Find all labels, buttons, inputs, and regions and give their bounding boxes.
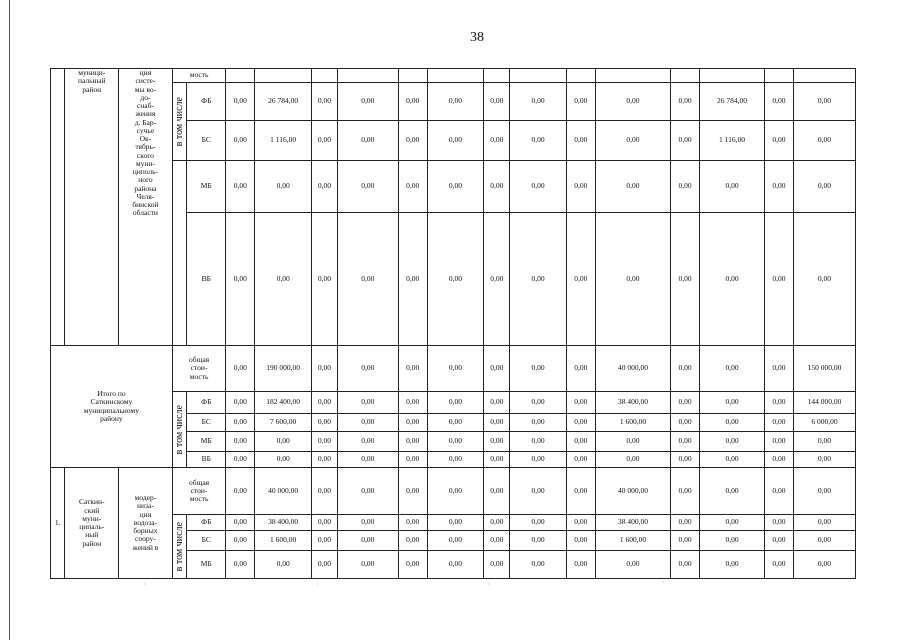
value-cell: 0,00 — [398, 468, 427, 515]
value-cell: 0,00 — [595, 551, 670, 579]
value-cell: 0,00 — [510, 515, 567, 531]
text-line: ция — [139, 509, 152, 519]
value-cell: 0,00 — [700, 213, 765, 346]
value-cell: 0,00 — [484, 551, 510, 579]
text-line: район — [82, 538, 102, 548]
scan-mark: · — [316, 580, 319, 589]
value-cell: 0,00 — [312, 414, 338, 432]
value-cell: 0,00 — [226, 432, 255, 452]
value-cell: 0,00 — [671, 414, 700, 432]
value-cell: 0,00 — [510, 346, 567, 392]
empty-cell — [172, 161, 186, 346]
value-cell: 144 000,00 — [793, 392, 855, 414]
value-cell: 0,00 — [398, 392, 427, 414]
value-cell: 0,00 — [765, 83, 794, 121]
value-cell: 0,00 — [398, 83, 427, 121]
value-cell: 0,00 — [226, 83, 255, 121]
action-cell — [119, 69, 173, 346]
funding-source-label: МБ — [187, 161, 226, 213]
value-cell: 0,00 — [793, 551, 855, 579]
value-cell: 0,00 — [765, 515, 794, 531]
in-total-label-cell — [172, 83, 186, 161]
value-cell: 0,00 — [255, 452, 312, 468]
value-cell: 0,00 — [671, 83, 700, 121]
value-cell: 0,00 — [510, 83, 567, 121]
text-line: борных — [133, 526, 158, 536]
value-cell: 38 400,00 — [595, 392, 670, 414]
value-cell: 0,00 — [700, 392, 765, 414]
text-line: мость — [189, 494, 209, 504]
value-cell: 0,00 — [337, 346, 398, 392]
value-cell: 0,00 — [226, 346, 255, 392]
value-cell: 0,00 — [427, 432, 484, 452]
text-line: муни- — [82, 513, 102, 523]
text-line: соору- — [135, 534, 156, 544]
value-cell: 0,00 — [312, 452, 338, 468]
value-cell: 0,00 — [566, 551, 595, 579]
value-cell: 182 400,00 — [255, 392, 312, 414]
value-cell: 0,00 — [700, 346, 765, 392]
text-line: муни- — [135, 158, 155, 168]
page-number: 38 — [470, 30, 484, 45]
municipality-cell — [65, 69, 119, 346]
value-cell: 0,00 — [312, 515, 338, 531]
funding-source-label: БС — [187, 531, 226, 551]
value-cell: 0,00 — [255, 432, 312, 452]
municipality-cell — [65, 468, 119, 579]
row-number-cell: 1. — [51, 468, 65, 579]
text-line: сучье — [136, 125, 155, 135]
text-line: области — [132, 208, 158, 218]
text-line: снаб- — [136, 101, 154, 110]
value-cell — [337, 69, 398, 83]
text-line: муниципальному — [83, 405, 139, 415]
budget-table — [50, 68, 856, 579]
value-cell: 0,00 — [312, 83, 338, 121]
action-cell — [119, 468, 173, 579]
value-cell: 0,00 — [312, 468, 338, 515]
value-cell: 0,00 — [312, 213, 338, 346]
value-cell: 40 000,00 — [595, 468, 670, 515]
value-cell: 1 116,00 — [700, 121, 765, 161]
value-cell: 0,00 — [510, 392, 567, 414]
value-cell: 0,00 — [337, 468, 398, 515]
value-cell — [793, 69, 855, 83]
text-line: циполь- — [132, 167, 159, 176]
value-cell: 0,00 — [337, 392, 398, 414]
value-cell: 0,00 — [484, 161, 510, 213]
value-cell: 0,00 — [765, 213, 794, 346]
text-line: стои- — [190, 363, 208, 373]
text-line: Итого по — [97, 389, 126, 398]
funding-source-label: БС — [187, 121, 226, 161]
value-cell: 0,00 — [671, 161, 700, 213]
text-line: муници- — [78, 68, 106, 77]
funding-source-label: БС — [187, 414, 226, 432]
value-cell: 0,00 — [700, 551, 765, 579]
value-cell — [510, 69, 567, 83]
value-cell: 0,00 — [566, 161, 595, 213]
value-cell: 0,00 — [255, 213, 312, 346]
value-cell: 0,00 — [312, 551, 338, 579]
scan-mark: · — [662, 578, 665, 587]
value-cell: 0,00 — [765, 531, 794, 551]
total-cost-label — [172, 468, 226, 515]
value-cell: 0,00 — [226, 392, 255, 414]
text-line: ципаль- — [79, 522, 105, 531]
scan-mark: · — [487, 580, 490, 589]
value-cell: 0,00 — [566, 392, 595, 414]
vertical-label: в том числе — [173, 521, 185, 572]
text-line: Саткинскому — [90, 397, 133, 407]
value-cell: 0,00 — [427, 468, 484, 515]
value-cell — [765, 69, 794, 83]
value-cell: 0,00 — [671, 551, 700, 579]
text-line: ского — [136, 150, 154, 160]
value-cell: 0,00 — [398, 551, 427, 579]
text-line: ного — [138, 175, 153, 185]
text-line: Челя- — [136, 191, 155, 201]
value-cell: 0,00 — [427, 452, 484, 468]
value-cell: 0,00 — [484, 452, 510, 468]
value-cell: 0,00 — [700, 452, 765, 468]
value-cell: 0,00 — [427, 161, 484, 213]
value-cell: 0,00 — [484, 83, 510, 121]
value-cell: 0,00 — [595, 83, 670, 121]
value-cell: 0,00 — [484, 121, 510, 161]
value-cell: 0,00 — [566, 531, 595, 551]
value-cell — [566, 69, 595, 83]
value-cell: 0,00 — [484, 346, 510, 392]
value-cell: 0,00 — [793, 468, 855, 515]
row-number-cell — [51, 69, 65, 346]
text-line: общая — [189, 355, 210, 365]
value-cell: 0,00 — [427, 83, 484, 121]
value-cell: 0,00 — [566, 346, 595, 392]
value-cell: 0,00 — [671, 346, 700, 392]
value-cell: 0,00 — [312, 392, 338, 414]
value-cell: 0,00 — [566, 414, 595, 432]
value-cell: 0,00 — [595, 452, 670, 468]
in-total-label-cell — [172, 392, 186, 468]
value-cell: 0,00 — [484, 414, 510, 432]
text-line: д. Бар- — [134, 117, 157, 127]
value-cell: 0,00 — [337, 161, 398, 213]
value-cell: 0,00 — [427, 213, 484, 346]
value-cell: 0,00 — [510, 531, 567, 551]
value-cell — [671, 69, 700, 83]
value-cell: 0,00 — [566, 213, 595, 346]
value-cell: 0,00 — [793, 515, 855, 531]
value-cell: 0,00 — [671, 531, 700, 551]
text-line: систе- — [135, 76, 156, 86]
value-cell: 0,00 — [255, 161, 312, 213]
value-cell: 26 784,00 — [255, 83, 312, 121]
text-line: району — [100, 413, 123, 423]
value-cell: 0,00 — [700, 161, 765, 213]
value-cell: 0,00 — [793, 161, 855, 213]
value-cell: 0,00 — [398, 346, 427, 392]
funding-source-label: мость — [172, 69, 226, 83]
value-cell: 0,00 — [566, 83, 595, 121]
text-line: стои- — [190, 485, 208, 495]
funding-source-label: ФБ — [187, 392, 226, 414]
value-cell: 0,00 — [793, 432, 855, 452]
value-cell: 0,00 — [765, 551, 794, 579]
value-cell: 0,00 — [595, 213, 670, 346]
value-cell: 0,00 — [671, 213, 700, 346]
value-cell: 0,00 — [337, 83, 398, 121]
value-cell — [427, 69, 484, 83]
value-cell: 0,00 — [700, 515, 765, 531]
value-cell: 0,00 — [510, 213, 567, 346]
value-cell: 0,00 — [226, 121, 255, 161]
value-cell: 0,00 — [398, 213, 427, 346]
text-line: бинской — [132, 200, 159, 209]
value-cell: 0,00 — [427, 346, 484, 392]
value-cell: 0,00 — [337, 414, 398, 432]
value-cell: 0,00 — [427, 121, 484, 161]
text-line: тябрь- — [135, 142, 156, 152]
value-cell — [226, 69, 255, 83]
value-cell: 0,00 — [671, 432, 700, 452]
value-cell — [484, 69, 510, 83]
value-cell: 38 400,00 — [595, 515, 670, 531]
value-cell: 6 000,00 — [793, 414, 855, 432]
value-cell: 0,00 — [566, 468, 595, 515]
value-cell: 0,00 — [510, 161, 567, 213]
value-cell: 40 000,00 — [595, 346, 670, 392]
value-cell: 150 000,00 — [793, 346, 855, 392]
value-cell: 0,00 — [312, 531, 338, 551]
funding-source-label: ФБ — [187, 83, 226, 121]
value-cell: 0,00 — [337, 121, 398, 161]
value-cell: 0,00 — [510, 414, 567, 432]
value-cell: 0,00 — [671, 515, 700, 531]
value-cell: 0,00 — [510, 452, 567, 468]
value-cell: 0,00 — [226, 515, 255, 531]
value-cell: 0,00 — [337, 432, 398, 452]
value-cell: 0,00 — [484, 515, 510, 531]
vertical-label: в том числе — [173, 404, 185, 455]
value-cell: 0,00 — [765, 121, 794, 161]
value-cell — [312, 69, 338, 83]
value-cell: 0,00 — [700, 468, 765, 515]
value-cell: 0,00 — [337, 213, 398, 346]
text-line: до- — [140, 92, 151, 102]
value-cell: 0,00 — [765, 432, 794, 452]
funding-source-label: ФБ — [187, 515, 226, 531]
value-cell: 0,00 — [700, 531, 765, 551]
value-cell: 0,00 — [671, 121, 700, 161]
value-cell: 0,00 — [765, 468, 794, 515]
value-cell: 0,00 — [595, 161, 670, 213]
page-left-border — [9, 0, 10, 640]
value-cell: 0,00 — [793, 531, 855, 551]
text-line: ный — [85, 530, 99, 540]
text-line: жения — [135, 109, 156, 119]
value-cell: 0,00 — [566, 432, 595, 452]
value-cell: 0,00 — [484, 432, 510, 452]
funding-source-label: МБ — [187, 432, 226, 452]
value-cell: 0,00 — [398, 515, 427, 531]
value-cell: 0,00 — [671, 392, 700, 414]
value-cell: 0,00 — [312, 121, 338, 161]
value-cell: 0,00 — [484, 392, 510, 414]
funding-source-label: ВБ — [187, 452, 226, 468]
value-cell: 0,00 — [337, 551, 398, 579]
vertical-label: в том числе — [173, 96, 185, 147]
value-cell: 0,00 — [226, 213, 255, 346]
value-cell — [398, 69, 427, 83]
value-cell: 0,00 — [226, 551, 255, 579]
value-cell — [595, 69, 670, 83]
value-cell: 0,00 — [398, 531, 427, 551]
value-cell: 26 784,00 — [700, 83, 765, 121]
text-line: пальный — [77, 76, 106, 86]
value-cell: 0,00 — [427, 531, 484, 551]
text-line: мость — [189, 371, 209, 381]
text-line: район — [82, 84, 102, 94]
value-cell — [255, 69, 312, 83]
total-cost-label — [172, 346, 226, 392]
value-cell: 1 116,00 — [255, 121, 312, 161]
table-row — [51, 69, 856, 83]
value-cell: 0,00 — [566, 452, 595, 468]
value-cell: 0,00 — [793, 83, 855, 121]
value-cell: 0,00 — [398, 432, 427, 452]
value-cell: 0,00 — [312, 346, 338, 392]
value-cell: 0,00 — [337, 515, 398, 531]
value-cell: 0,00 — [484, 213, 510, 346]
value-cell: 0,00 — [765, 452, 794, 468]
text-line: ция — [139, 68, 152, 77]
text-line: Саткин- — [78, 497, 105, 507]
value-cell: 1 600,00 — [595, 414, 670, 432]
value-cell: 0,00 — [484, 531, 510, 551]
value-cell: 38 400,00 — [255, 515, 312, 531]
value-cell: 0,00 — [765, 161, 794, 213]
text-line: низа- — [137, 501, 154, 511]
funding-source-label: МБ — [187, 551, 226, 579]
value-cell: 0,00 — [793, 121, 855, 161]
value-cell: 0,00 — [255, 551, 312, 579]
in-total-label-cell — [172, 515, 186, 579]
value-cell: 0,00 — [398, 121, 427, 161]
value-cell: 0,00 — [398, 414, 427, 432]
value-cell: 0,00 — [226, 161, 255, 213]
value-cell: 0,00 — [700, 414, 765, 432]
value-cell: 0,00 — [226, 531, 255, 551]
value-cell: 0,00 — [312, 432, 338, 452]
value-cell: 0,00 — [765, 392, 794, 414]
value-cell: 0,00 — [566, 121, 595, 161]
value-cell: 0,00 — [765, 346, 794, 392]
value-cell: 0,00 — [226, 468, 255, 515]
value-cell: 0,00 — [671, 468, 700, 515]
text-line: жений в — [132, 542, 159, 552]
text-line: района — [134, 183, 157, 193]
value-cell: 0,00 — [510, 468, 567, 515]
value-cell: 0,00 — [337, 531, 398, 551]
value-cell: 0,00 — [427, 392, 484, 414]
value-cell: 0,00 — [484, 468, 510, 515]
value-cell: 0,00 — [510, 551, 567, 579]
value-cell: 0,00 — [671, 452, 700, 468]
value-cell: 0,00 — [226, 414, 255, 432]
text-line: ский — [84, 505, 100, 515]
value-cell: 0,00 — [427, 515, 484, 531]
value-cell: 0,00 — [427, 414, 484, 432]
value-cell: 0,00 — [595, 432, 670, 452]
value-cell: 0,00 — [337, 452, 398, 468]
value-cell: 0,00 — [312, 161, 338, 213]
funding-source-label: ВБ — [187, 213, 226, 346]
value-cell: 40 000,00 — [255, 468, 312, 515]
value-cell: 0,00 — [226, 452, 255, 468]
value-cell: 0,00 — [398, 452, 427, 468]
value-cell: 0,00 — [427, 551, 484, 579]
value-cell: 0,00 — [793, 452, 855, 468]
value-cell: 0,00 — [566, 515, 595, 531]
text-line: водоза- — [133, 517, 158, 527]
text-line: модер- — [134, 493, 157, 503]
text-line: Ок- — [139, 134, 152, 143]
total-title-cell — [51, 346, 173, 468]
value-cell: 1 600,00 — [255, 531, 312, 551]
value-cell: 0,00 — [765, 414, 794, 432]
value-cell: 7 600,00 — [255, 414, 312, 432]
value-cell: 0,00 — [398, 161, 427, 213]
value-cell: 0,00 — [793, 213, 855, 346]
value-cell: 1 600,00 — [595, 531, 670, 551]
value-cell: 0,00 — [700, 432, 765, 452]
value-cell: 0,00 — [510, 121, 567, 161]
value-cell: 0,00 — [510, 432, 567, 452]
value-cell: 190 000,00 — [255, 346, 312, 392]
table-row — [51, 346, 856, 392]
value-cell — [700, 69, 765, 83]
table-row — [51, 468, 856, 515]
text-line: мы во- — [134, 84, 157, 94]
scan-mark: · — [143, 580, 146, 589]
text-line: общая — [189, 477, 210, 487]
value-cell: 0,00 — [595, 121, 670, 161]
